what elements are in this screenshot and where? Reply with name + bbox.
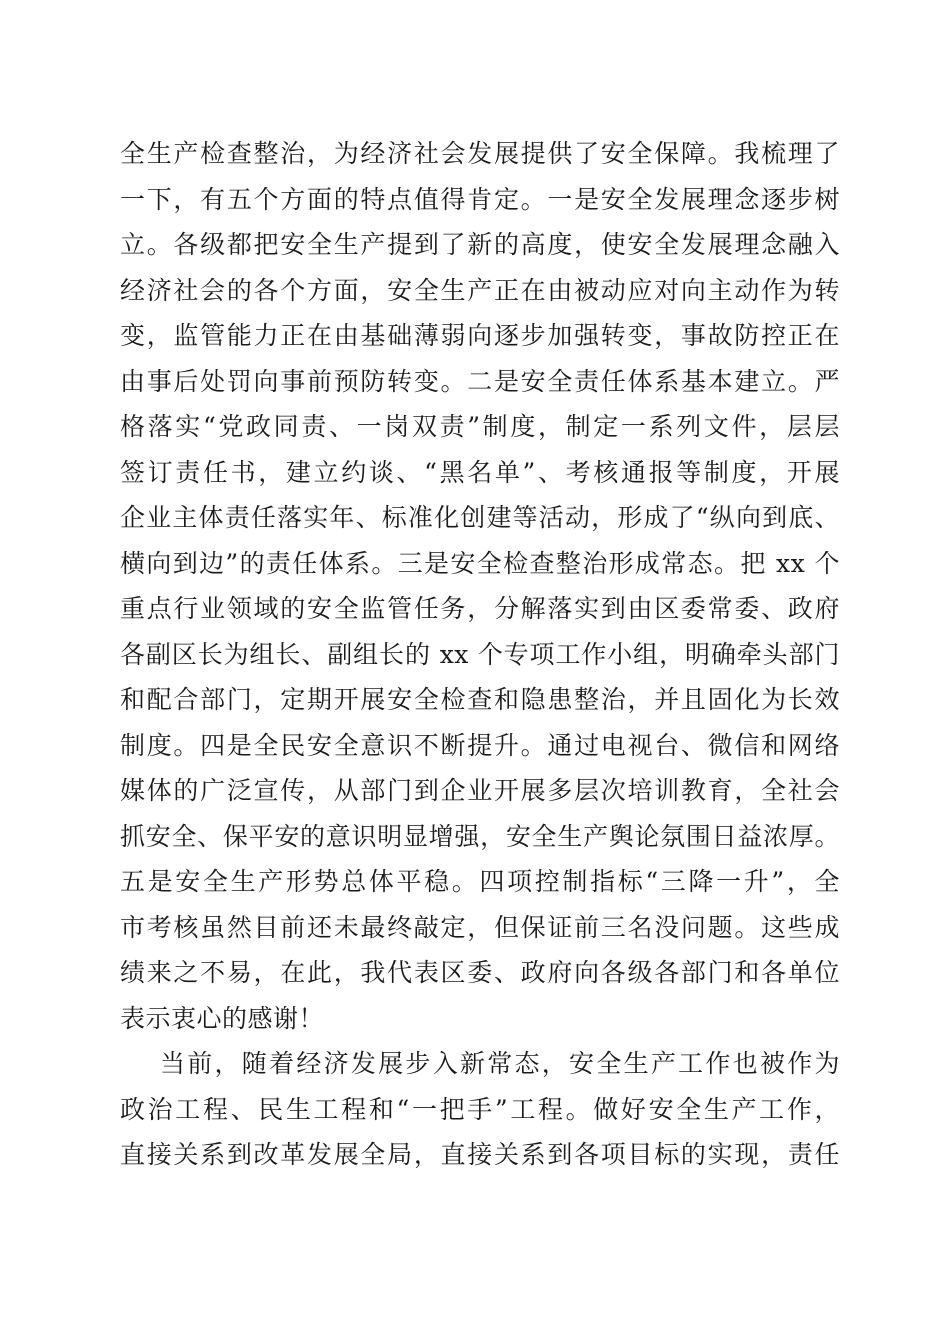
text-line: 抓安全、保平安的意识明显增强，安全生产舆论氛围日益浓厚。 <box>120 821 840 851</box>
text-line: 五是安全生产形势总体平稳。四项控制指标“三降一升”，全 <box>120 867 840 896</box>
text-line: 表示衷心的感谢！ <box>120 1003 325 1033</box>
text-line: 一下，有五个方面的特点值得肯定。一是安全发展理念逐步树 <box>120 184 840 214</box>
text-line: 格落实“党政同责、一岗双责”制度，制定一系列文件，层层 <box>120 412 840 441</box>
text-line: 媒体的广泛宣传，从部门到企业开展多层次培训教育，全社会 <box>120 776 840 805</box>
text-line: 政治工程、民生工程和“一把手”工程。做好安全生产工作， <box>120 1094 840 1124</box>
text-line: 重点行业领域的安全监管任务，分解落实到由区委常委、政府 <box>120 594 840 623</box>
text-line: 企业主体责任落实年、标准化创建等活动，形成了“纵向到底、 <box>120 503 840 532</box>
text-line: 制度。四是全民安全意识不断提升。通过电视台、微信和网络 <box>120 730 840 760</box>
text-line: 各副区长为组长、副组长的 xx 个专项工作小组，明确牵头部门 <box>120 639 840 669</box>
text-line: 全生产检查整治，为经济社会发展提供了安全保障。我梳理了 <box>120 139 840 168</box>
body-text <box>120 131 840 1178</box>
text-line: 当前，随着经济发展步入新常态，安全生产工作也被作为 <box>160 1049 840 1078</box>
text-line: 变，监管能力正在由基础薄弱向逐步加强转变，事故防控正在 <box>120 321 840 350</box>
text-line: 由事后处罚向事前预防转变。二是安全责任体系基本建立。严 <box>120 366 840 396</box>
text-line: 立。各级都把安全生产提到了新的高度，使安全发展理念融入 <box>120 230 840 259</box>
text-line: 市考核虽然目前还未最终敲定，但保证前三名没问题。这些成 <box>120 912 840 942</box>
text-line: 直接关系到改革发展全局，直接关系到各项目标的实现，责任 <box>120 1140 840 1169</box>
text-line: 横向到边”的责任体系。三是安全检查整治形成常态。把 xx 个 <box>120 548 840 578</box>
text-line: 绩来之不易，在此，我代表区委、政府向各级各部门和各单位 <box>120 958 840 987</box>
text-line: 签订责任书，建立约谈、“黑名单”、考核通报等制度，开展 <box>120 457 840 487</box>
text-line: 和配合部门，定期开展安全检查和隐患整治，并且固化为长效 <box>120 685 840 714</box>
text-line: 经济社会的各个方面，安全生产正在由被动应对向主动作为转 <box>120 275 840 305</box>
